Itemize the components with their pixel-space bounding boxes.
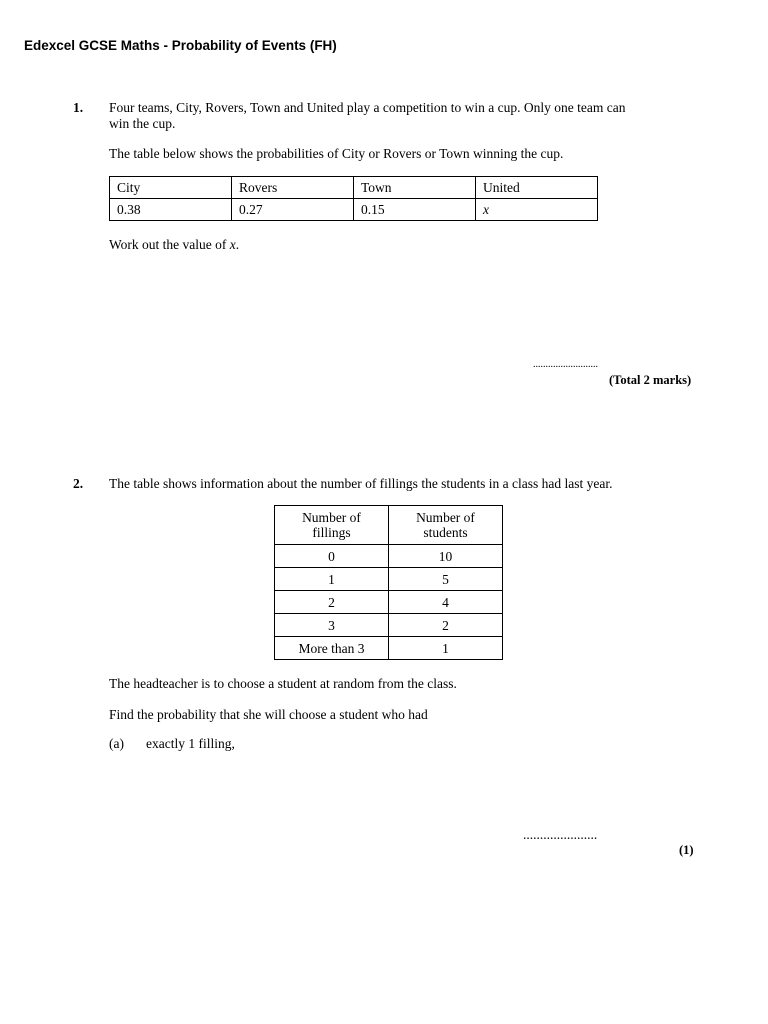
question-1-total-marks: (Total 2 marks) xyxy=(609,373,692,387)
fillings-cell: 3 xyxy=(275,614,389,637)
fillings-cell: 0 xyxy=(275,545,389,568)
probability-table xyxy=(109,176,598,221)
question-1-number: 1. xyxy=(73,100,84,115)
question-2-number: 2. xyxy=(73,476,84,491)
table-header-rovers: Rovers xyxy=(232,177,354,199)
fillings-cell: More than 3 xyxy=(275,637,389,660)
fillings-cell: 1 xyxy=(275,568,389,591)
fillings-table-header-row xyxy=(275,506,503,545)
instruction-text: Work out the value of xyxy=(109,237,230,252)
table-row xyxy=(275,545,503,568)
table-row xyxy=(275,568,503,591)
table-value-city: 0.38 xyxy=(110,199,232,221)
header-number-of-fillings xyxy=(275,506,389,545)
table-values-row xyxy=(110,199,598,221)
table-header-city: City xyxy=(110,177,232,199)
fillings-cell: 2 xyxy=(275,591,389,614)
question-2-intro: The table shows information about the number of fillings the students in a class had last year. xyxy=(109,476,613,491)
header-students-line-1: Number of xyxy=(416,510,475,525)
header-students-line-2: students xyxy=(423,525,468,540)
fillings-table xyxy=(274,505,503,660)
students-cell: 4 xyxy=(389,591,503,614)
question-2-find-text: Find the probability that she will choose a student who had xyxy=(109,707,428,722)
table-value-rovers: 0.27 xyxy=(232,199,354,221)
question-2-headteacher-text: The headteacher is to choose a student at random from the class. xyxy=(109,676,457,691)
students-cell: 10 xyxy=(389,545,503,568)
question-2a-marks: (1) xyxy=(679,843,694,857)
table-value-town: 0.15 xyxy=(354,199,476,221)
students-cell: 2 xyxy=(389,614,503,637)
header-number-of-students xyxy=(389,506,503,545)
question-1-answer-line[interactable]: .......................... xyxy=(533,359,598,370)
instruction-end: . xyxy=(235,237,240,252)
question-1-intro-line-2: win the cup. xyxy=(109,116,176,131)
students-cell: 5 xyxy=(389,568,503,591)
table-header-town: Town xyxy=(354,177,476,199)
header-fillings-line-1: Number of xyxy=(302,510,361,525)
instruction-variable: x xyxy=(229,237,236,252)
question-1-intro-line-1: Four teams, City, Rovers, Town and United play a competition to win a cup. Only one team can xyxy=(109,100,626,115)
part-a-label: (a) xyxy=(109,736,124,751)
table-header-row xyxy=(110,177,598,199)
page-title: Edexcel GCSE Maths - Probability of Events (FH) xyxy=(24,38,337,53)
question-1-instruction xyxy=(109,237,239,253)
table-row xyxy=(275,614,503,637)
question-2a-answer-line[interactable]: ...................... xyxy=(523,827,598,842)
table-row xyxy=(275,591,503,614)
table-header-united: United xyxy=(476,177,598,199)
header-fillings-line-2: fillings xyxy=(312,525,351,540)
part-a-text: exactly 1 filling, xyxy=(146,736,235,751)
question-1-table-intro: The table below shows the probabilities of City or Rovers or Town winning the cup. xyxy=(109,146,564,161)
table-row xyxy=(275,637,503,660)
table-value-united: x xyxy=(476,199,598,221)
students-cell: 1 xyxy=(389,637,503,660)
